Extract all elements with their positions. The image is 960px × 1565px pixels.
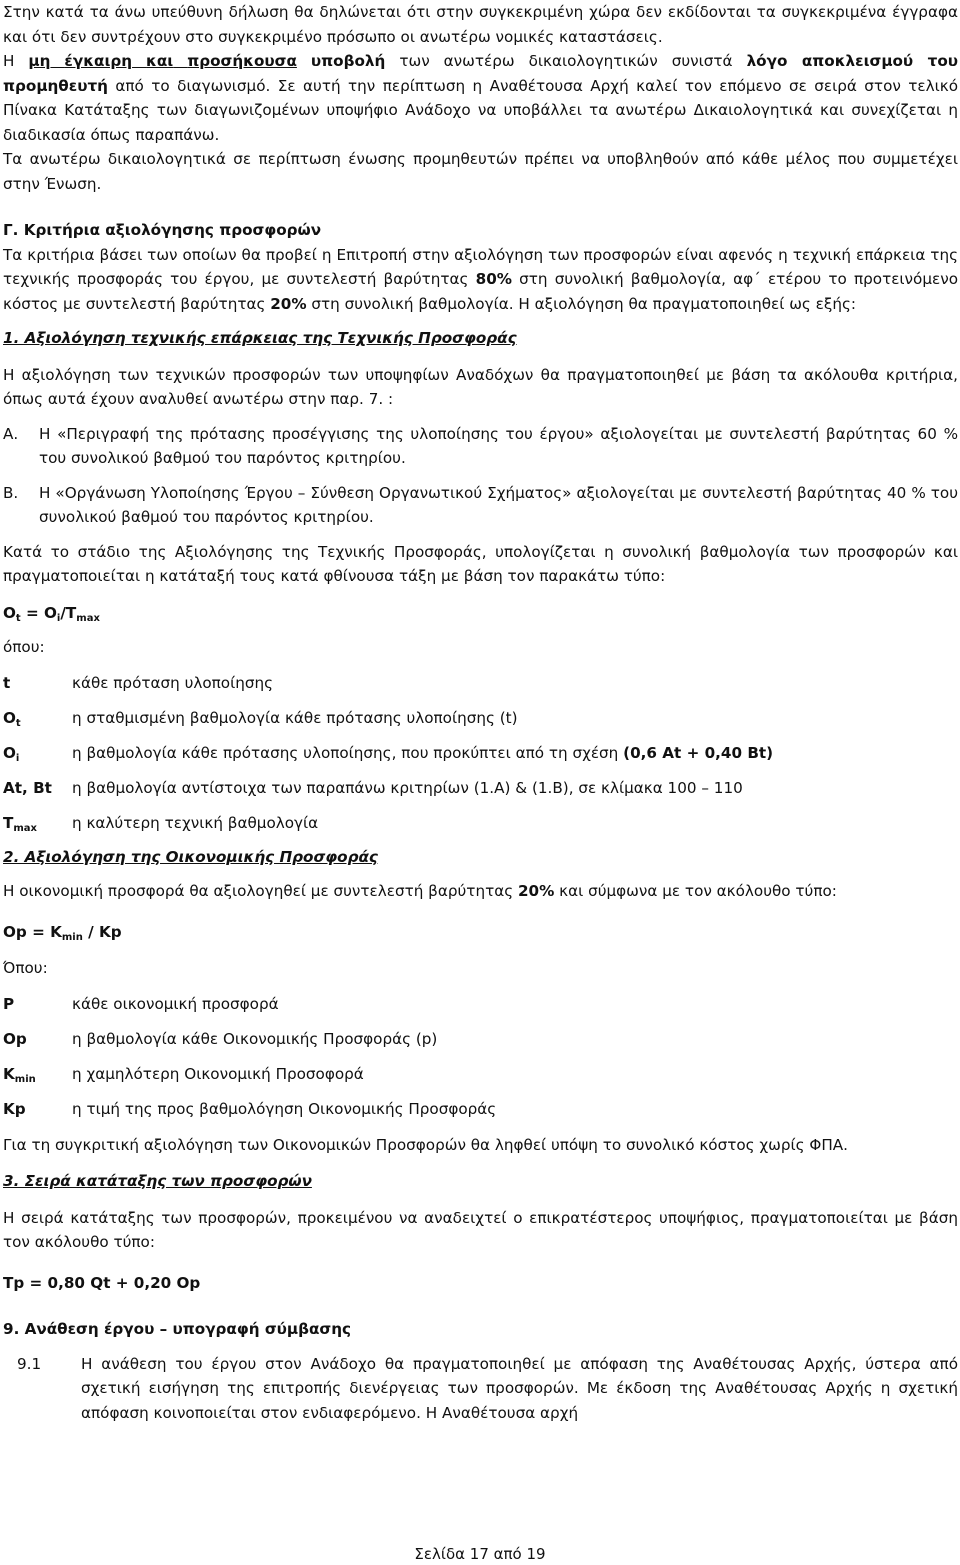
emphasis-text: 20% <box>270 294 307 313</box>
document-page <box>3 0 958 1425</box>
formula-part: Op = K <box>3 922 62 941</box>
definition-row <box>3 776 958 800</box>
definition-row <box>3 1062 958 1086</box>
definition-text: η καλύτερη τεχνική βαθμολογία <box>72 813 319 832</box>
definition-term: Kp <box>3 1099 26 1118</box>
definition-term: Op <box>3 1029 27 1048</box>
emphasis-text: υποβολή <box>310 52 386 70</box>
sub2-paragraph-2: Για τη συγκριτική αξιολόγηση των Οικονομικών Προσφορών θα ληφθεί υπόψη το συνολικό κόστος χωρίς ΦΠΑ. <box>3 1135 848 1154</box>
emphasis-text: και <box>146 52 174 70</box>
term-subscript: max <box>13 822 37 834</box>
definition-text <box>72 741 958 765</box>
formula-part: = O <box>20 603 57 622</box>
technical-score-formula <box>3 601 958 626</box>
text-run: στη συνολική βαθμολογία. Η αξιολόγηση θα πραγματοποιηθεί ως εξής: <box>306 294 856 313</box>
text-run <box>173 52 187 70</box>
definition-term <box>3 1062 72 1086</box>
text-run: από το διαγωνισμό. Σε αυτή την περίπτωση η Αναθέτουσα Αρχή καλεί τον επόμενο σε σειρά στον τελικό Πίνακα Κατάταξης των διαγωνιζομένων υποψήφιο Ανάδοχο να υποβάλλει τα ανωτέρω Δικαιολογητικά και συνεχίζεται η διαδικασία όπως παραπάνω. <box>3 76 958 144</box>
intro-paragraph-3: Τα ανωτέρω δικαιολογητικά σε περίπτωση ένωσης προμηθευτών πρέπει να υποβληθούν από κάθε μέλος που συμμετέχει στην Ένωση. <box>3 150 958 193</box>
term-subscript: min <box>14 1073 36 1085</box>
definition-row <box>3 706 958 730</box>
where-label: όπου: <box>3 638 45 656</box>
definition-term: At, Bt <box>3 778 52 797</box>
formula-subscript: min <box>61 931 83 943</box>
section-9-1-label: 9.1 <box>17 1354 42 1373</box>
term-part: T <box>3 813 14 832</box>
definition-term <box>3 706 72 730</box>
financial-score-formula <box>3 920 958 945</box>
text-run: των ανωτέρω δικαιολογητικών συνιστά <box>385 52 747 70</box>
criterion-a-label: Α. <box>3 424 19 443</box>
sub2-paragraph-1 <box>3 879 958 904</box>
definition-text: η βαθμολογία αντίστοιχα των παραπάνω κριτηρίων (1.Α) & (1.Β), σε κλίμακα 100 – 110 <box>72 778 743 797</box>
emphasis-text: έγκαιρη <box>64 52 133 70</box>
definition-text: κάθε πρόταση υλοποίησης <box>72 673 274 692</box>
emphasis-text: (0,6 At + 0,40 Bt) <box>623 743 774 762</box>
text-run <box>50 52 64 70</box>
formula-subscript: max <box>76 612 100 624</box>
emphasis-text: λόγο αποκλεισμού του προμηθευτή <box>3 52 959 95</box>
term-part: O <box>3 708 16 727</box>
definition-row <box>3 1027 958 1051</box>
text-run: στη συνολική βαθμολογία, αφ΄ ετέρου το προτεινόμενο κόστος με συντελεστή βαρύτητας <box>3 270 958 313</box>
text-run <box>297 52 311 70</box>
sub1-heading: 1. Αξιολόγηση τεχνικής επάρκειας της Τεχνικής Προσφοράς <box>3 329 517 347</box>
text-run: η βαθμολογία κάθε πρότασης υλοποίησης, που προκύπτει από τη σχέση <box>72 743 624 762</box>
sub2-heading: 2. Αξιολόγηση της Οικονομικής Προσφοράς <box>3 847 378 866</box>
definition-row <box>3 671 958 695</box>
sub1-paragraph-2: Κατά το στάδιο της Αξιολόγησης της Τεχνικής Προσφοράς, υπολογίζεται η συνολική βαθμολογία των προσφορών και πραγματοποιείται η κατάταξή τους κατά φθίνουσα τάξη με βάση τον παρακάτω τύπο: <box>3 542 958 585</box>
ranking-formula: Tp = 0,80 Qt + 0,20 Op <box>3 1273 201 1292</box>
definition-term: t <box>3 673 11 692</box>
formula-part: / Kp <box>82 922 122 941</box>
where-label: Όπου: <box>3 959 48 977</box>
definition-text: η τιμή της προς βαθμολόγηση Οικονομικής Προσφοράς <box>72 1099 497 1118</box>
criterion-a-text: Η «Περιγραφή της πρότασης προσέγγισης της υλοποίησης του έργου» αξιολογείται με συντελεστή βαρύτητας 60 % του συνολικού βαθμού του παρόντος κριτηρίου. <box>39 424 958 467</box>
emphasis-text: μη <box>28 52 51 70</box>
definition-term <box>3 741 72 765</box>
definition-text: η σταθμισμένη βαθμολογία κάθε πρότασης υλοποίησης (t) <box>72 708 518 727</box>
emphasis-text: 80% <box>475 270 512 288</box>
section-9-1-text: Η ανάθεση του έργου στον Ανάδοχο θα πραγματοποιηθεί με απόφαση της Αναθέτουσας Αρχής, ύστερα από σχετική εισήγηση της επιτροπής διενέργειας των προσφορών. Με έκδοση της Αναθέτουσας Αρχής η σχετική απόφαση κοινοποιείται στον ενδιαφερόμενο. Η Αναθέτουσα αρχή <box>81 1354 958 1422</box>
definition-row <box>3 1097 958 1121</box>
section-9-1-item <box>3 1352 958 1426</box>
criterion-b-text: Η «Οργάνωση Υλοποίησης Έργου – Σύνθεση Οργανωτικού Σχήματος» αξιολογείται με συντελεστή βαρύτητας 40 % του συνολικού βαθμού του παρόντος κριτηρίου. <box>39 483 958 526</box>
criterion-b-label: Β. <box>3 483 19 502</box>
section-9-heading: 9. Ανάθεση έργου – υπογραφή σύμβασης <box>3 1320 352 1338</box>
definition-term <box>3 811 72 835</box>
definition-term: P <box>3 994 15 1013</box>
criterion-a <box>3 422 958 471</box>
text-run: Η <box>3 52 29 70</box>
page-number-footer: Σελίδα 17 από 19 <box>414 1545 546 1563</box>
term-part: K <box>3 1064 15 1083</box>
criterion-b <box>3 481 958 530</box>
formula-part: /T <box>60 603 77 622</box>
text-run: και σύμφωνα με τον ακόλουθο τύπο: <box>554 882 837 900</box>
definition-text: η βαθμολογία κάθε Οικονομικής Προσφοράς (p) <box>72 1029 438 1048</box>
definition-row <box>3 741 958 765</box>
intro-paragraph-2 <box>3 49 958 147</box>
emphasis-text: 20% <box>517 882 555 900</box>
sub3-heading: 3. Σειρά κατάταξης των προσφορών <box>3 1172 312 1190</box>
formula-subscript: t <box>15 612 21 624</box>
formula-part: O <box>3 603 16 622</box>
sub3-paragraph: Η σειρά κατάταξης των προσφορών, προκειμένου να αναδειχτεί ο επικρατέστερος υποψήφιος, πραγματοποιείται με βάση τον ακόλουθο τύπο: <box>3 1208 958 1251</box>
section-g-paragraph <box>3 243 958 317</box>
text-run: Τα κριτήρια βάσει των οποίων θα προβεί η Επιτροπή στην αξιολόγηση των προσφορών είναι αφενός η τεχνική επάρκεια της τεχνικής προσφοράς του έργου, με συντελεστή βαρύτητας <box>3 245 958 288</box>
sub1-paragraph-1: Η αξιολόγηση των τεχνικών προσφορών των υποψηφίων Αναδόχων θα πραγματοποιηθεί με βάση τα ακόλουθα κριτήρια, όπως αυτά έχουν αναλυθεί ανωτέρω στην παρ. 7. : <box>3 365 958 408</box>
definition-text: η χαμηλότερη Οικονομική Προσοφορά <box>72 1064 364 1083</box>
formula-subscript: i <box>56 612 61 624</box>
definition-row <box>3 811 958 835</box>
term-subscript: i <box>15 752 20 764</box>
term-part: O <box>3 743 16 762</box>
text-run: Η οικονομική προσφορά θα αξιολογηθεί με συντελεστή βαρύτητας <box>3 882 518 900</box>
intro-paragraph-1: Στην κατά τα άνω υπεύθυνη δήλωση θα δηλώνεται ότι στην συγκεκριμένη χώρα δεν εκδίδονται τα συγκεκριμένα έγγραφα και ότι δεν συντρέχουν στο συγκεκριμένο πρόσωπο οι ανωτέρω νομικές καταστάσεις. <box>3 3 958 46</box>
section-g-heading: Γ. Κριτήρια αξιολόγησης προσφορών <box>3 221 322 239</box>
definition-text: κάθε οικονομική προσφορά <box>72 994 279 1013</box>
definition-row <box>3 992 958 1016</box>
term-subscript: t <box>15 717 21 729</box>
emphasis-text: προσήκουσα <box>187 52 297 70</box>
text-run <box>132 52 146 70</box>
